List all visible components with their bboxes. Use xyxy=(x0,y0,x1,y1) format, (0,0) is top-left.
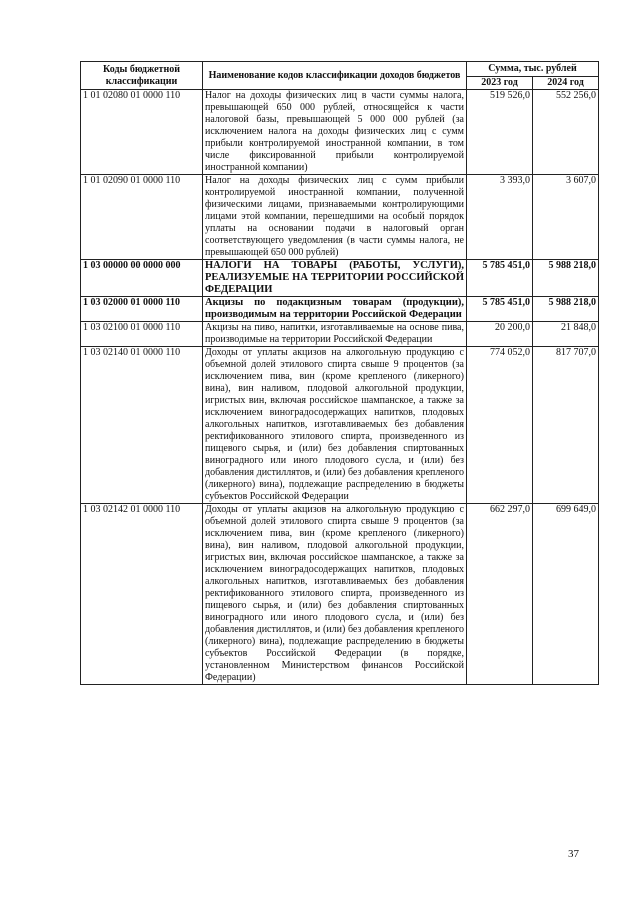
row-name: Акцизы по подакцизным товарам (продукции), производимым на территории Российской Федерации xyxy=(203,297,467,322)
row-name: Доходы от уплаты акцизов на алкогольную продукцию с объемной долей этилового спирта свыше 9 процентов (за исключением пива, вин (кроме крепленого (ликерного) вина), вин наливом, плодовой алкогольной продукции, игристых вин, включая российское шампанское, а также за исключением виноградосодержащих напитков, плодовых алкогольных напитков, изготавливаемых без добавления ректификованного этилового спирта, произведенного из пищевого сырья, и (или) без добавления спиртованных виноградного или иного плодового сусла, и (или) без добавления дистиллятов, и (или) без добавления крепленого (ликерного) вина), подлежащие распределению в бюджеты субъектов Российской Федерации (в порядке, установленном Министерством финансов Российской Федерации) xyxy=(203,504,467,685)
row-code: 1 03 02140 01 0000 110 xyxy=(81,347,203,504)
row-code: 1 03 02000 01 0000 110 xyxy=(81,297,203,322)
row-amount-2023: 3 393,0 xyxy=(467,175,533,260)
header-code: Коды бюджетной классификации xyxy=(81,62,203,90)
row-code: 1 03 02142 01 0000 110 xyxy=(81,504,203,685)
table-row-subsection xyxy=(81,297,599,322)
row-name: НАЛОГИ НА ТОВАРЫ (РАБОТЫ, УСЛУГИ), РЕАЛИЗУЕМЫЕ НА ТЕРРИТОРИИ РОССИЙСКОЙ ФЕДЕРАЦИИ xyxy=(203,260,467,297)
budget-classification-table xyxy=(80,61,599,685)
row-amount-2023: 774 052,0 xyxy=(467,347,533,504)
table-row xyxy=(81,347,599,504)
row-code: 1 01 02080 01 0000 110 xyxy=(81,90,203,175)
row-name: Налог на доходы физических лиц с сумм прибыли контролируемой иностранной компании, полученной физическими лицами, признаваемыми контролирующими лицами этой компании, перешедшими на особый порядок уплаты на основании подачи в налоговый орган соответствующего уведомления (в части суммы налога, не превышающей 650 000 рублей) xyxy=(203,175,467,260)
row-name: Акцизы на пиво, напитки, изготавливаемые на основе пива, производимые на территории Российской Федерации xyxy=(203,322,467,347)
table-row xyxy=(81,175,599,260)
header-sum: Сумма, тыс. рублей xyxy=(467,62,599,77)
header-year-2023: 2023 год xyxy=(467,77,533,90)
row-amount-2024: 5 988 218,0 xyxy=(533,297,599,322)
row-code: 1 01 02090 01 0000 110 xyxy=(81,175,203,260)
table-row-section xyxy=(81,260,599,297)
row-amount-2024: 3 607,0 xyxy=(533,175,599,260)
header-year-2024: 2024 год xyxy=(533,77,599,90)
row-name: Доходы от уплаты акцизов на алкогольную продукцию с объемной долей этилового спирта свыше 9 процентов (за исключением пива, вин (кроме крепленого (ликерного) вина), вин наливом, плодовой алкогольной продукции, игристых вин, включая российское шампанское, а также за исключением виноградосодержащих напитков, плодовых алкогольных напитков, изготавливаемых без добавления ректификованного этилового спирта, произведенного из пищевого сырья, и (или) без добавления спиртованных виноградного или иного плодового сусла, и (или) без добавления дистиллятов, и (или) без добавления крепленого (ликерного) вина), подлежащие распределению в бюджеты субъектов Российской Федерации xyxy=(203,347,467,504)
row-amount-2023: 20 200,0 xyxy=(467,322,533,347)
page-number: 37 xyxy=(568,848,579,860)
table-row xyxy=(81,322,599,347)
table-row xyxy=(81,504,599,685)
row-amount-2024: 817 707,0 xyxy=(533,347,599,504)
row-amount-2024: 21 848,0 xyxy=(533,322,599,347)
table-row xyxy=(81,90,599,175)
row-amount-2024: 5 988 218,0 xyxy=(533,260,599,297)
row-amount-2023: 662 297,0 xyxy=(467,504,533,685)
header-name: Наименование кодов классификации доходов бюджетов xyxy=(203,62,467,90)
row-amount-2023: 5 785 451,0 xyxy=(467,260,533,297)
row-amount-2023: 5 785 451,0 xyxy=(467,297,533,322)
row-code: 1 03 00000 00 0000 000 xyxy=(81,260,203,297)
row-amount-2023: 519 526,0 xyxy=(467,90,533,175)
row-amount-2024: 699 649,0 xyxy=(533,504,599,685)
row-code: 1 03 02100 01 0000 110 xyxy=(81,322,203,347)
row-name: Налог на доходы физических лиц в части суммы налога, превышающей 650 000 рублей, относящейся к части налоговой базы, превышающей 5 000 000 рублей (за исключением налога на доходы физических лиц с сумм прибыли контролируемой иностранной компании, в том числе фиксированной прибыли контролируемой иностранной компании) xyxy=(203,90,467,175)
row-amount-2024: 552 256,0 xyxy=(533,90,599,175)
